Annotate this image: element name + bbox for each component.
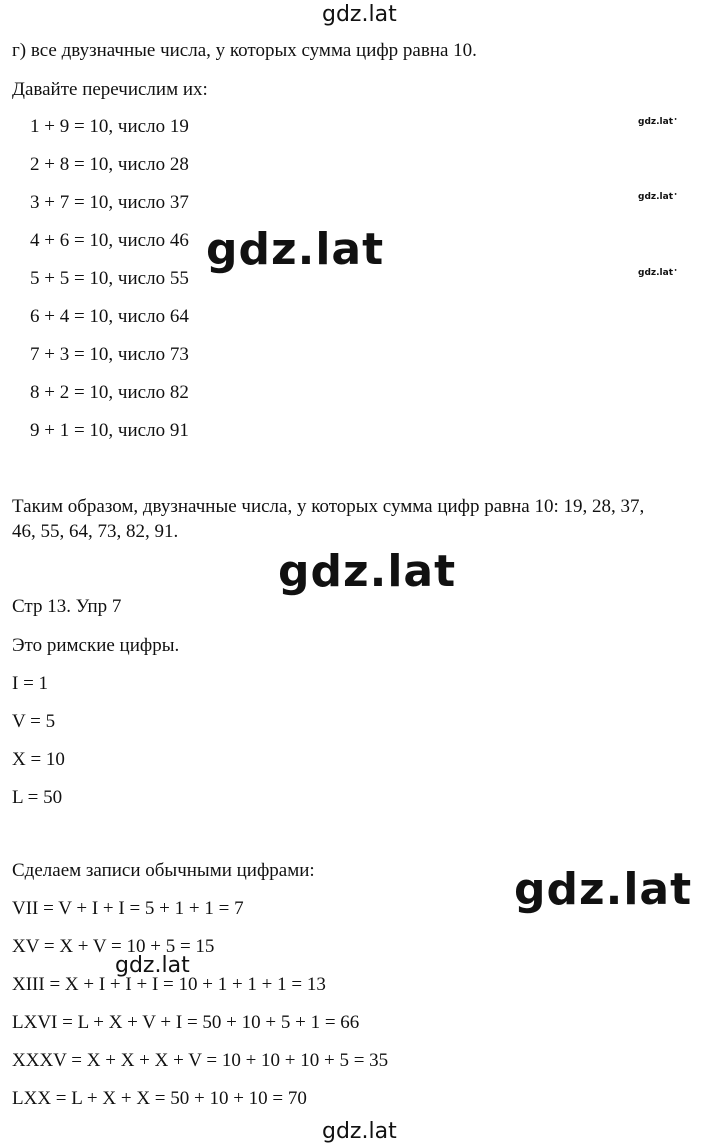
list-item: 4 + 6 = 10, число 46 — [30, 230, 189, 251]
watermark-mid-overlay: gdz.lat — [115, 953, 190, 978]
equation-line: XV = X + V = 10 + 5 = 15 — [12, 936, 215, 957]
exercise-intro: Это римские цифры. — [12, 635, 180, 656]
equation-line: XIII = X + I + I + I = 10 + 1 + 1 + 1 = 13 — [12, 974, 326, 995]
part-g-heading: г) все двузначные числа, у которых сумма цифр равна 10. — [12, 40, 477, 61]
watermark-small-3: gdz.lat • — [638, 269, 677, 278]
list-item: 6 + 4 = 10, число 64 — [30, 306, 189, 327]
part-g-intro: Давайте перечислим их: — [12, 79, 208, 100]
roman-numeral: X = 10 — [12, 749, 65, 770]
watermark-big-3: gdz.lat — [514, 864, 693, 915]
watermark-small-1: gdz.lat • — [638, 118, 677, 127]
watermark-small-2: gdz.lat • — [638, 193, 677, 202]
list-item: 9 + 1 = 10, число 91 — [30, 420, 189, 441]
watermark-bottom: gdz.lat — [322, 1119, 397, 1144]
part-g-conclusion-1: Таким образом, двузначные числа, у которых сумма цифр равна 10: 19, 28, 37, — [12, 496, 645, 517]
list-item: 3 + 7 = 10, число 37 — [30, 192, 189, 213]
equation-line: LXX = L + X + X = 50 + 10 + 10 = 70 — [12, 1088, 307, 1109]
equation-line: VII = V + I + I = 5 + 1 + 1 = 7 — [12, 898, 244, 919]
equation-line: XXXV = X + X + X + V = 10 + 10 + 10 + 5 = 35 — [12, 1050, 389, 1071]
list-item: 8 + 2 = 10, число 82 — [30, 382, 189, 403]
watermark-top: gdz.lat — [322, 2, 397, 27]
exercise-subheading: Сделаем записи обычными цифрами: — [12, 860, 315, 881]
part-g-conclusion-2: 46, 55, 64, 73, 82, 91. — [12, 521, 179, 542]
equation-line: LXVI = L + X + V + I = 50 + 10 + 5 + 1 = 66 — [12, 1012, 360, 1033]
exercise-title: Стр 13. Упр 7 — [12, 596, 122, 617]
list-item: 5 + 5 = 10, число 55 — [30, 268, 189, 289]
list-item: 2 + 8 = 10, число 28 — [30, 154, 189, 175]
roman-numeral: I = 1 — [12, 673, 49, 694]
list-item: 1 + 9 = 10, число 19 — [30, 116, 189, 137]
watermark-big-1: gdz.lat — [206, 224, 385, 275]
roman-numeral: V = 5 — [12, 711, 56, 732]
list-item: 7 + 3 = 10, число 73 — [30, 344, 189, 365]
roman-numeral: L = 50 — [12, 787, 63, 808]
watermark-big-2: gdz.lat — [278, 546, 457, 597]
